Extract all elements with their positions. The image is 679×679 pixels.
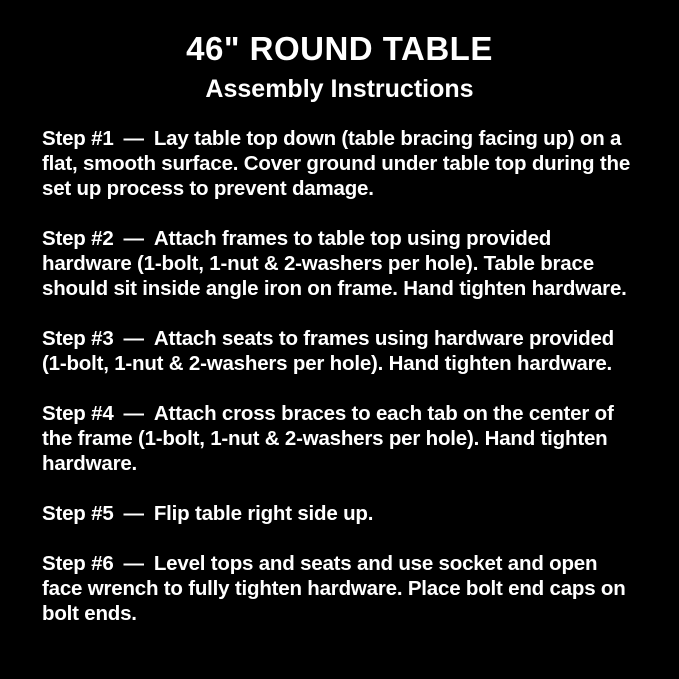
step-item-6 xyxy=(42,551,643,626)
step-item-5 xyxy=(42,501,643,526)
header xyxy=(42,30,643,104)
step-label: Step #1 xyxy=(42,126,114,150)
step-label: Step #4 xyxy=(42,401,114,425)
step-label: Step #6 xyxy=(42,551,114,575)
step-text: Lay table top down (table bracing facing up) on a flat, smooth surface. Cover ground under table top during the set up process to prevent damage. xyxy=(42,126,631,200)
step-dash: — xyxy=(123,551,144,575)
page-subtitle: Assembly Instructions xyxy=(205,74,474,103)
page-title: 46" ROUND TABLE xyxy=(186,30,493,67)
step-dash: — xyxy=(123,126,144,150)
step-item-1 xyxy=(42,126,643,201)
step-text: Flip table right side up. xyxy=(153,501,374,525)
step-item-2 xyxy=(42,226,643,301)
step-dash: — xyxy=(123,401,144,425)
step-text: Level tops and seats and use socket and open face wrench to fully tighten hardware. Place bolt end caps on bolt ends. xyxy=(42,551,626,625)
step-dash: — xyxy=(123,326,144,350)
step-item-3 xyxy=(42,326,643,376)
step-label: Step #3 xyxy=(42,326,114,350)
step-text: Attach seats to frames using hardware provided (1-bolt, 1-nut & 2-washers per hole). Hand tighten hardware. xyxy=(42,326,614,375)
step-dash: — xyxy=(123,501,144,525)
step-dash: — xyxy=(123,226,144,250)
step-text: Attach frames to table top using provided hardware (1-bolt, 1-nut & 2-washers per hole). Table brace should sit inside angle iron on frame. Hand tighten hardware. xyxy=(42,226,627,300)
step-text: Attach cross braces to each tab on the center of the frame (1-bolt, 1-nut & 2-washers per hole). Hand tighten hardware. xyxy=(42,401,614,475)
step-label: Step #5 xyxy=(42,501,114,525)
steps-list xyxy=(42,126,643,626)
step-item-4 xyxy=(42,401,643,476)
step-label: Step #2 xyxy=(42,226,114,250)
